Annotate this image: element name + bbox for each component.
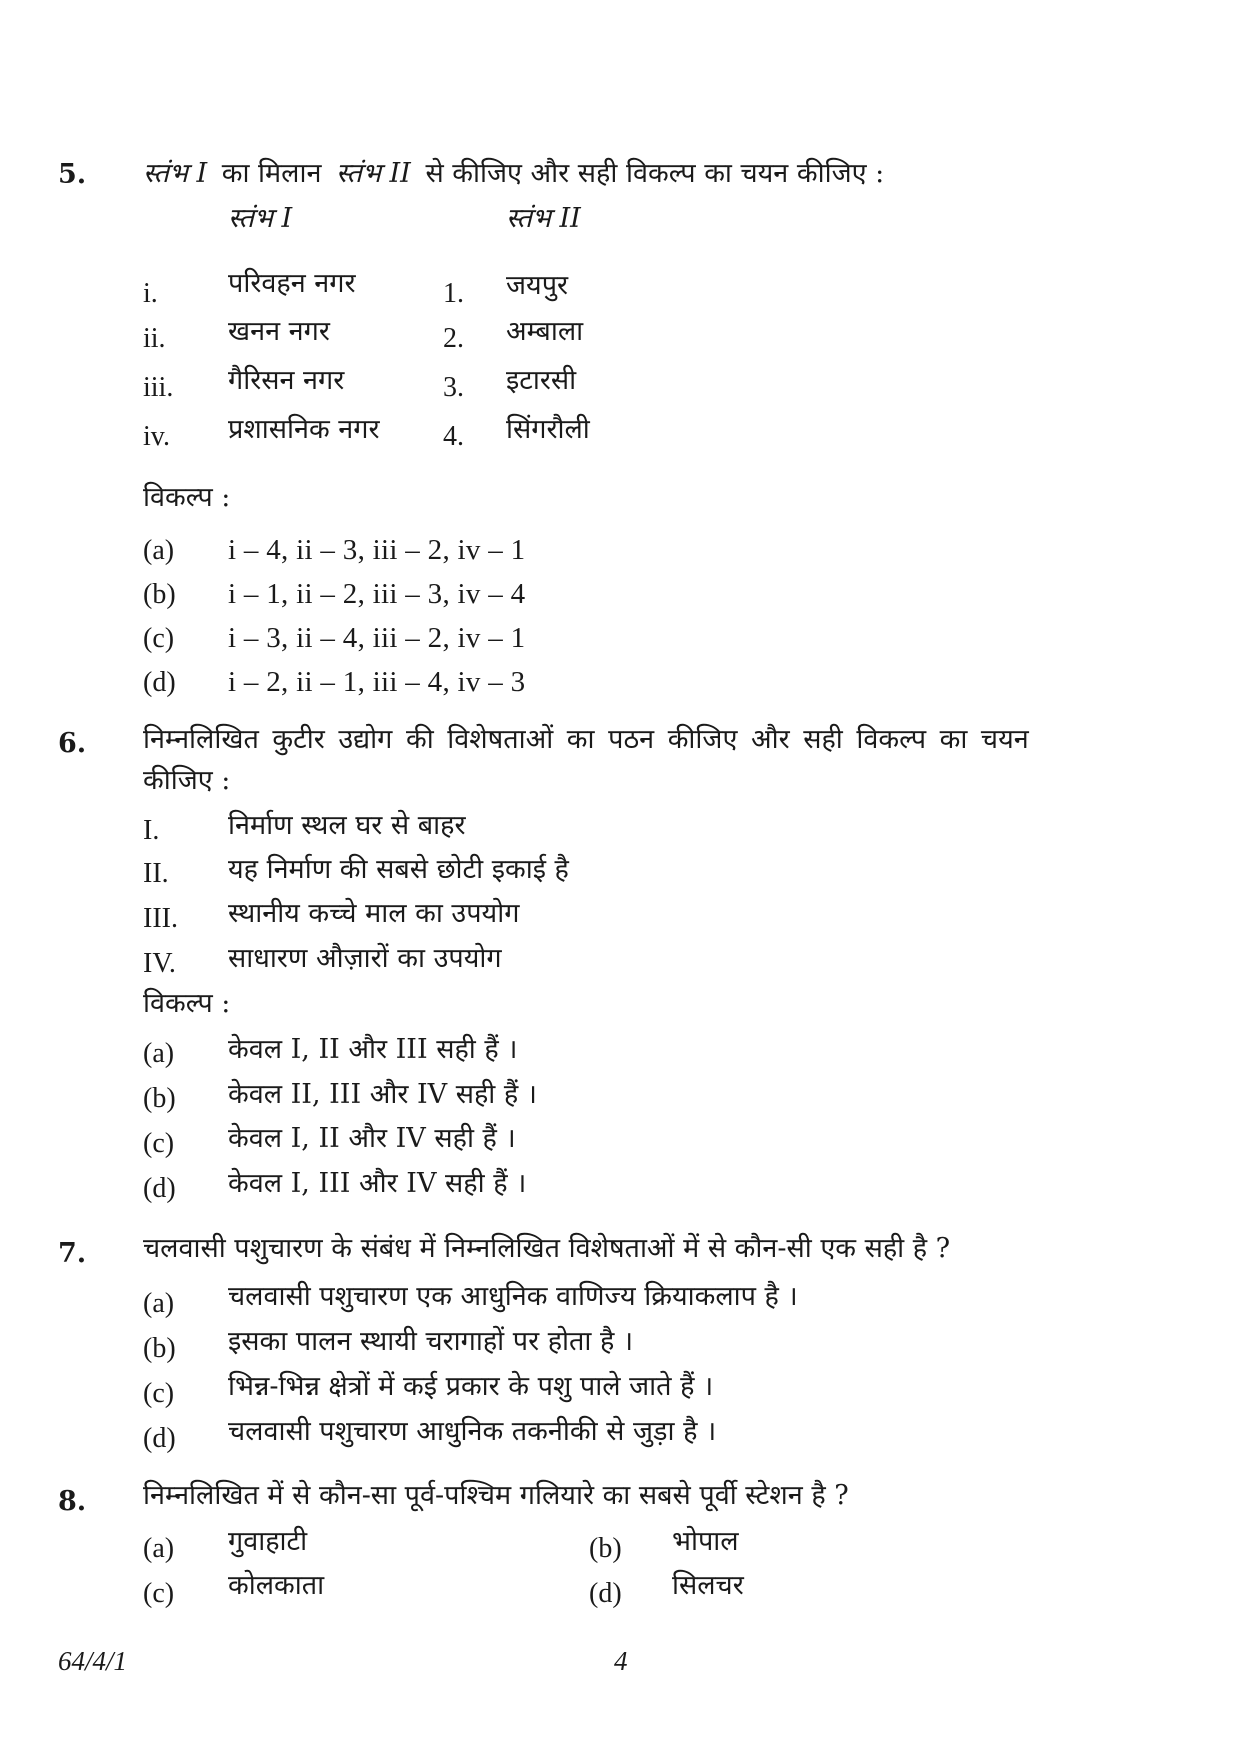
option-label: (b) [589,1533,622,1564]
statement-roman: III. [143,903,178,934]
row-number: 1. [443,278,464,309]
option-text: i – 3, ii – 4, iii – 2, iv – 1 [228,622,526,654]
question-8-number: 8. [58,1486,87,1517]
statement-text: निर्माण स्थल घर से बाहर [228,810,466,841]
row-roman: i. [143,278,158,309]
option-text: केवल I, II और IV सही हैं । [228,1123,516,1154]
row-number: 4. [443,421,464,452]
option-label: (d) [589,1578,622,1609]
option-label: (a) [143,1533,175,1564]
option-label: (b) [143,579,176,610]
option-label: (a) [143,1038,175,1069]
question-6-number: 6. [58,728,87,759]
column-1-header: स्तंभ I [228,203,293,234]
option-label: (d) [143,667,176,698]
row-number: 2. [443,323,464,354]
option-text: कोलकाता [228,1570,325,1601]
page-number: 4 [614,1646,628,1676]
options-label: विकल्प : [143,988,231,1019]
row-left-item: परिवहन नगर [228,268,356,299]
row-left-item: खनन नगर [228,316,330,347]
row-right-item: जयपुर [506,270,569,301]
option-text: इसका पालन स्थायी चरागाहों पर होता है । [228,1326,634,1357]
option-label: (c) [143,1378,175,1409]
option-text: i – 2, ii – 1, iii – 4, iv – 3 [228,666,526,698]
option-text: केवल II, III और IV सही हैं । [228,1079,538,1110]
stem-mid-text: का मिलान [221,158,322,189]
option-text: सिलचर [672,1570,744,1601]
option-text: i – 4, ii – 3, iii – 2, iv – 1 [228,534,526,566]
option-text: चलवासी पशुचारण एक आधुनिक वाणिज्य क्रियाकलाप है । [228,1281,798,1312]
option-label: (d) [143,1173,176,1204]
column-2-header: स्तंभ II [506,203,581,234]
option-text: केवल I, III और IV सही हैं । [228,1168,527,1199]
question-7-stem: चलवासी पशुचारण के संबंध में निम्नलिखित विशेषताओं में से कौन-सी एक सही है ? [143,1233,951,1264]
question-6-stem-line-1: निम्नलिखित कुटीर उद्योग की विशेषताओं का पठन कीजिए और सही विकल्प का चयन [143,724,1029,755]
options-label: विकल्प : [143,482,231,513]
row-roman: ii. [143,323,166,354]
option-text: भिन्न-भिन्न क्षेत्रों में कई प्रकार के पशु पाले जाते हैं । [228,1371,714,1402]
row-roman: iii. [143,372,174,403]
option-label: (b) [143,1333,176,1364]
row-right-item: अम्बाला [506,316,584,347]
option-label: (a) [143,1288,175,1319]
question-5-stem [143,160,884,187]
option-text: भोपाल [672,1526,739,1557]
option-label: (c) [143,1578,175,1609]
stem-column-1-ref: स्तंभ I [143,158,208,189]
statement-text: स्थानीय कच्चे माल का उपयोग [228,898,520,929]
statement-roman: I. [143,815,160,846]
option-text: केवल I, II और III सही हैं । [228,1034,518,1065]
row-right-item: सिंगरौली [506,414,590,445]
option-label: (a) [143,535,175,566]
row-right-item: इटारसी [506,365,577,396]
option-text: चलवासी पशुचारण आधुनिक तकनीकी से जुड़ा है । [228,1416,717,1447]
question-8-stem: निम्नलिखित में से कौन-सा पूर्व-पश्चिम गलियारे का सबसे पूर्वी स्टेशन है ? [143,1480,849,1511]
statement-text: यह निर्माण की सबसे छोटी इकाई है [228,854,569,885]
option-label: (c) [143,623,175,654]
statement-roman: II. [143,858,169,889]
stem-end-text: से कीजिए और सही विकल्प का चयन कीजिए : [425,158,885,189]
paper-code: 64/4/1 [58,1646,128,1676]
question-5-number: 5. [58,159,87,190]
row-number: 3. [443,372,464,403]
statement-text: साधारण औज़ारों का उपयोग [228,943,502,974]
option-label: (d) [143,1423,176,1454]
option-label: (b) [143,1083,176,1114]
row-left-item: प्रशासनिक नगर [228,414,380,445]
question-7-number: 7. [58,1238,87,1269]
stem-column-2-ref: स्तंभ II [336,158,411,189]
row-left-item: गैरिसन नगर [228,365,345,396]
statement-roman: IV. [143,948,176,979]
row-roman: iv. [143,421,170,452]
option-text: गुवाहाटी [228,1526,308,1557]
option-text: i – 1, ii – 2, iii – 3, iv – 4 [228,578,526,610]
option-label: (c) [143,1128,175,1159]
question-6-stem-line-2: कीजिए : [143,765,231,796]
